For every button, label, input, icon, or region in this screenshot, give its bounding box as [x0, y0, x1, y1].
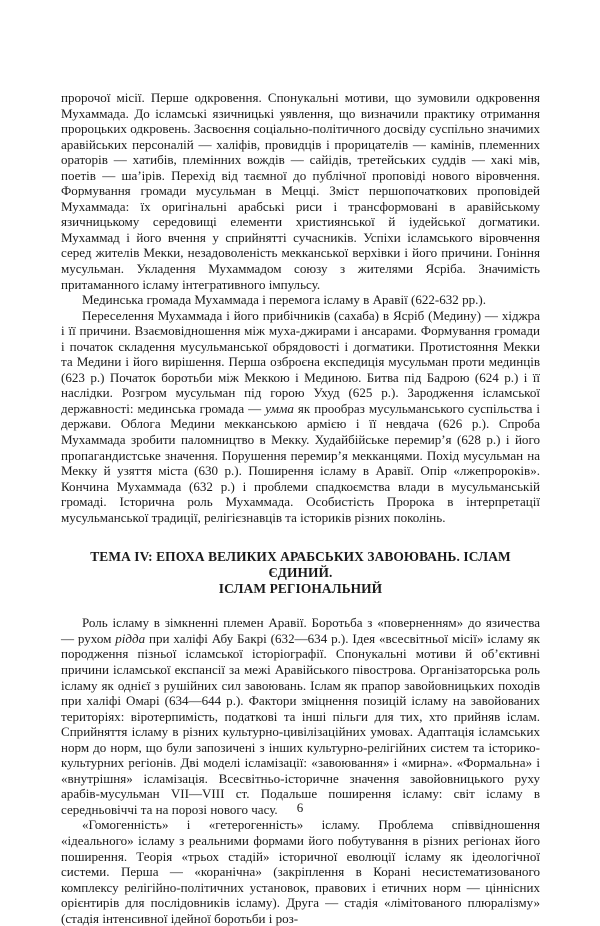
text-run: Роль ісламу в зімкненні племен Аравії. Боротьба з «поверненням» до язичества — рухом: [61, 615, 540, 646]
italic-term: умма: [265, 400, 294, 416]
paragraph: [61, 292, 540, 308]
text-run: пророчої місії. Перше одкровення. Спонукальні мотиви, що зумовили одкровення Мухаммада. До ісламські язичницькі уявлення, що визначили практику отримання пророцьких одкровень. Засвоєння соціально-політичного досвіду суспільно значимих аравійських персоналій — халіфів, провидців і прорицателів — камінів, племенних ораторів — хатибів, племінних вождів — сайідів, третейських суддів — хакі мів, поетів — ша’ірів. Перехід від таємної до публічної проповіді нового віровчення. Формування громади мусульман в Мецці. Зміст першопочаткових проповідей Мухаммада: їх оригінальні арабські риси і трансформовані в аравійському язичницькому середовищі елементи християнської й іудейської догматики. Мухаммад і його вчення у сприйнятті сучасників. Успіхи ісламського віровчення серед жителів Мекки, незадоволеність мекканської верхівки і його причини. Гоніння мусульман. Укладення Мухаммадом союзу з жителями Ясріба. Значимість притаманного ісламу інтегративного імпульсу.: [61, 90, 540, 292]
heading-line-2: ІСЛАМ РЕГІОНАЛЬНИЙ: [218, 581, 383, 597]
section-after-heading: [61, 615, 540, 926]
page-number: 6: [296, 800, 304, 815]
section-heading: [61, 549, 540, 597]
text-run: Переселення Мухаммада і його прибічників (сахаба) в Ясріб (Медину) — хіджра і її причини. Взаємовідношення між муха-джирами і ансарами. Формування громади і початок складення мусульманської обрядовості і догматики. Протистояння Мекки та Медини і його вирішення. Перша озброєна експедиція мусульман проти мединців (623 р.) Початок боротьби між Меккою і Мединою. Битва під Бадрою (624 р.) і її наслідки. Розгром мусульман під горою Ухуд (625 р.). Зародження ісламської державності: мединська громада —: [61, 307, 540, 416]
heading-line-1: ТЕМА IV: ЕПОХА ВЕЛИКИХ АРАБСЬКИХ ЗАВОЮВАНЬ. ІСЛАМ ЄДИНИЙ.: [90, 549, 511, 581]
text-run: при халіфі Абу Бакрі (632—634 р.). Ідея «всесвітньої місії» ісламу як породження пізньої ісламської історіографії. Спонукальні мотиви й об’єктивні причини ісламської експансії за межі Аравійського півострова. Організаторська роль ісламу як однієї з рушійних сил завоювань. Іслам як прапор завойовницьких походів при халіфі Омарі (634—644 р.). Фактори зміцнення позицій ісламу на завойованих територіях: віротерпимість, податкові та інші пільги для тих, хто прийняв іслам. Сприйняття ісламу в різних культурно-цивілізаційних умовах. Адаптація ісламських норм до норм, що були запозичені з інших культурно-релігійних систем та історико-культурних регіонів. Дві моделі ісламізації: «завоювання» і «мирна». «Формальна» і «внутрішня» ісламізація. Всесвітньо-історичне значення завойовницького руху арабів-мусульман VII—VIII ст. Подальше поширення ісламу: світ ісламу в середньовіччі та на порозі нового часу.: [61, 630, 540, 817]
paragraph: [61, 90, 540, 292]
italic-term: рідда: [115, 630, 146, 646]
text-run: «Гомогенність» і «гетерогенність» ісламу. Проблема співвідношення «ідеального» ісламу з реальними формами його побутування в різних регіонах його поширення. Теорія «трьох стадій» історичної еволюції ісламу як ідеологічної системи. Перша — «коранічна» (закріплення в Корані несистематизованого комплексу релігійно-політичних установок, правових і етичних норм — ціннісних орієнтирів для послідовників ісламу). Друга — стадія «лімітованого плюралізму» (стадія інтенсивної ідейної боротьби і роз-: [61, 817, 540, 926]
paragraph: [61, 817, 540, 926]
paragraph: [61, 615, 540, 817]
section-before-heading: [61, 90, 540, 525]
text-run: Мединська громада Мухаммада і перемога ісламу в Аравії (622-632 рр.).: [82, 292, 486, 308]
text-run: як прообраз мусульманського суспільства і держави. Облога Медини мекканською армією і її невдача (626 р.). Спроба Мухаммада зробити паломництво в Мекку. Худайбійське перемир’я (628 р.) і його пропагандистське значення. Порушення перемир’я мекканцями. Похід мусульман на Мекку й узяття міста (630 р.). Поширення ісламу в Аравії. Опір «лжепророків». Кончина Мухаммада (632 р.) і проблеми спадкоємства влади в мусульманській громаді. Історична роль Мухаммада. Особистість Пророка в інтерпретації мусульманської традиції, релігієзнавців та істориків різних поколінь.: [61, 400, 540, 525]
paragraph: [61, 308, 540, 526]
